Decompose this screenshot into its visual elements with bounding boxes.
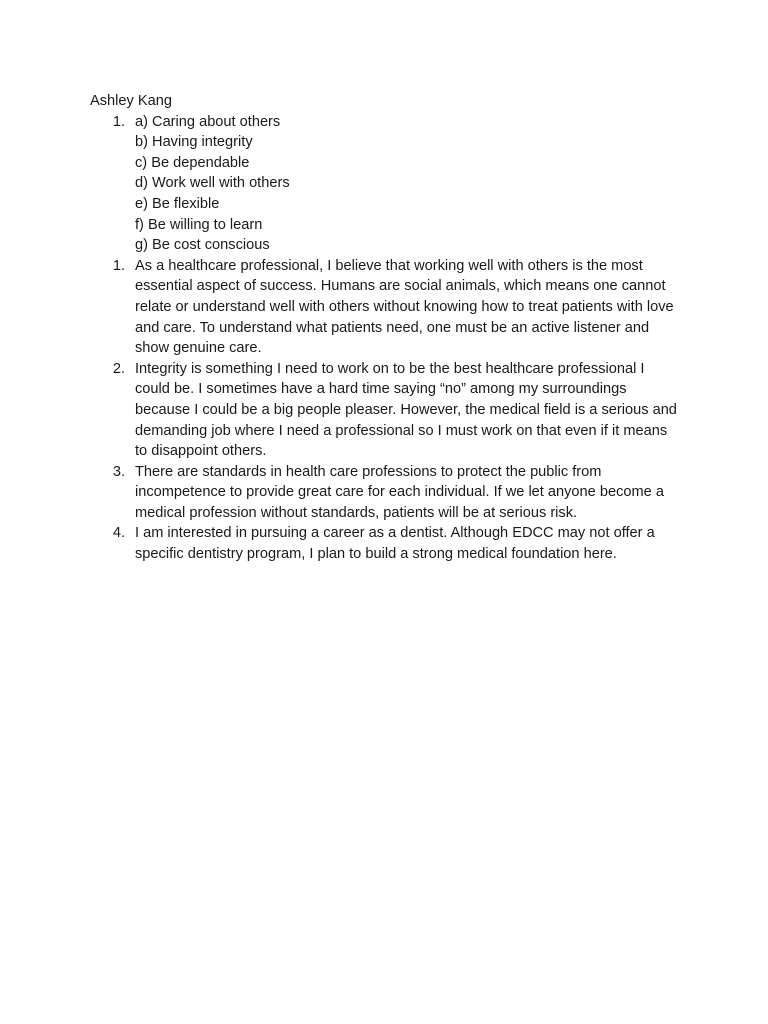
quality-item: c) Be dependable (135, 154, 250, 171)
list-number: 2. (112, 360, 125, 377)
quality-item: f) Be willing to learn (135, 216, 263, 233)
quality-item: g) Be cost conscious (135, 237, 270, 254)
answer-text: As a healthcare professional, I believe that working well with others is the most essential aspect of success. Humans are social animals, which means one cannot relate or understand well with others without knowing how to treat patients with love and care. To understand what patients need, one must be an active listener and show genuine care. (135, 257, 674, 357)
answer-text: I am interested in pursuing a career as a dentist. Although EDCC may not offer a specific dentistry program, I plan to build a strong medical foundation here. (135, 525, 655, 563)
list-number: 4. (112, 525, 125, 542)
quality-item: a) Caring about others (135, 113, 281, 130)
answers-list (90, 256, 680, 565)
list-item (90, 523, 680, 564)
list-number: 1. (112, 257, 125, 274)
document-body (90, 91, 680, 565)
list-item (90, 256, 680, 359)
qualities-list (90, 112, 680, 256)
list-item (90, 359, 680, 462)
answer-text: There are standards in health care professions to protect the public from incompetence to provide great care for each individual. If we let anyone become a medical profession without standards, patients will be at serious risk. (135, 463, 664, 521)
list-number: 3. (112, 463, 125, 480)
list-item (90, 112, 680, 256)
author-name: Ashley Kang (90, 93, 172, 109)
list-item (90, 462, 680, 524)
list-number: 1. (112, 113, 125, 130)
quality-item: e) Be flexible (135, 195, 220, 212)
answer-text: Integrity is something I need to work on to be the best healthcare professional I could be. I sometimes have a hard time saying “no” among my surroundings because I could be a big people pleaser. However, the medical field is a serious and demanding job where I need a professional so I must work on that even if it means to disappoint others. (135, 360, 677, 460)
quality-item: b) Having integrity (135, 134, 253, 151)
quality-item: d) Work well with others (135, 175, 290, 192)
